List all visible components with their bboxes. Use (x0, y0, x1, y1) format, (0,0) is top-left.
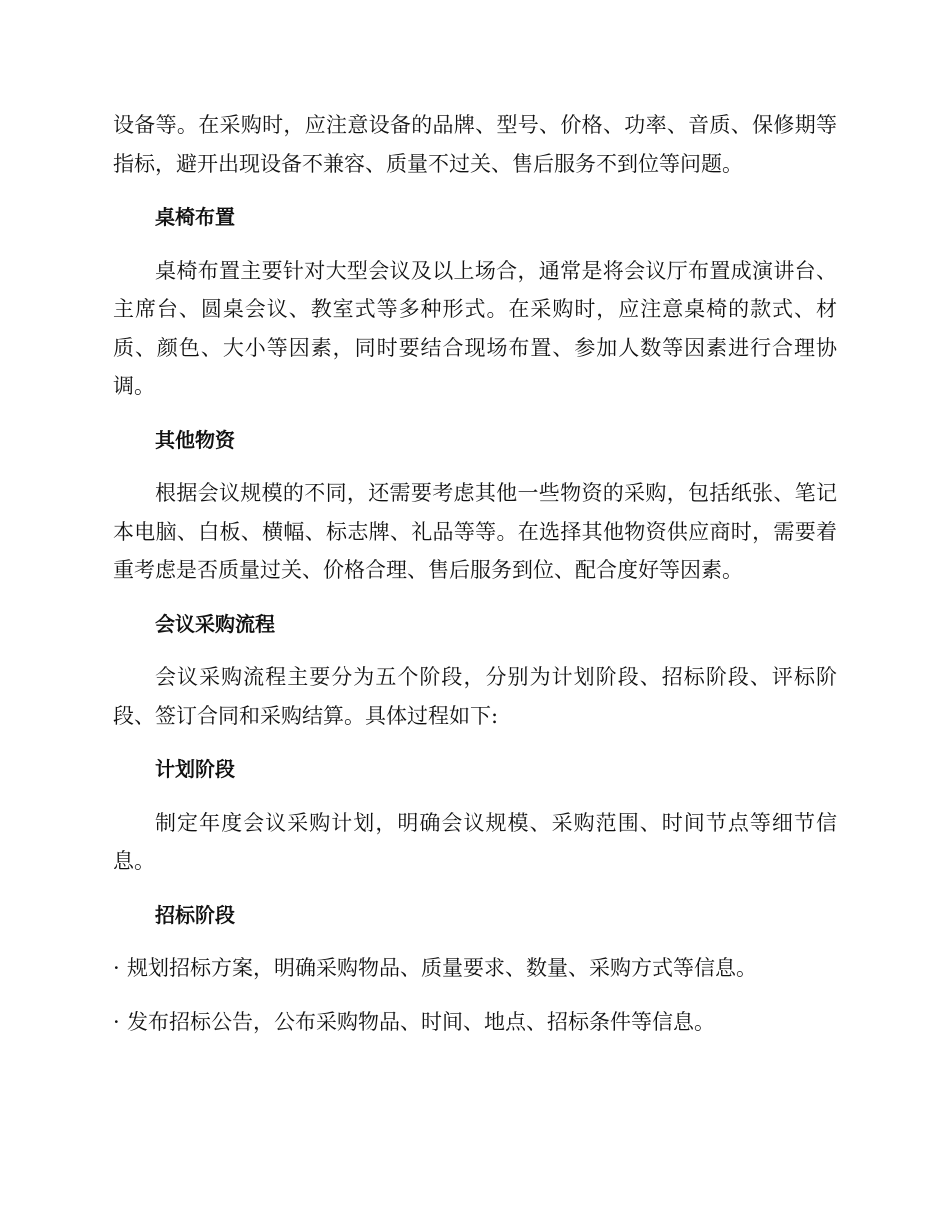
bullet-dot-icon: · (113, 1009, 120, 1034)
heading-planning-stage: 计划阶段 (155, 757, 235, 781)
paragraph-other-supplies: 根据会议规模的不同，还需要考虑其他一些物资的采购，包括纸张、笔记本电脑、白板、横幅、标志牌、礼品等等。在选择其他物资供应商时，需要着重考虑是否质量过关、价格合理、售后服务到位、配合度好等因素。 (113, 481, 837, 582)
heading-table-chair-layout: 桌椅布置 (155, 205, 235, 229)
heading-procurement-process: 会议采购流程 (155, 611, 275, 636)
paragraph-table-chair-layout: 桌椅布置主要针对大型会议及以上场合，通常是将会议厅布置成演讲台、主席台、圆桌会议、教室式等多种形式。在采购时，应注意桌椅的款式、材质、颜色、大小等因素，同时要结合现场布置、参加人数等因素进行合理协调。 (113, 258, 837, 398)
bullet-item-bidding-notice (113, 1003, 837, 1042)
bullet-text: 发布招标公告，公布采购物品、时间、地点、招标条件等信息。 (127, 1009, 715, 1034)
paragraph-procurement-process: 会议采购流程主要分为五个阶段，分别为计划阶段、招标阶段、评标阶段、签订合同和采购结算。具体过程如下: (113, 665, 837, 728)
bullet-dot-icon: · (113, 956, 120, 980)
bullet-text: 规划招标方案，明确采购物品、质量要求、数量、采购方式等信息。 (127, 956, 757, 980)
bullet-item-bidding-plan (113, 949, 837, 988)
paragraph-planning-stage: 制定年度会议采购计划，明确会议规模、采购范围、时间节点等细节信息。 (113, 810, 837, 873)
heading-bidding-stage: 招标阶段 (155, 902, 235, 927)
document-page (113, 106, 837, 1056)
paragraph-equipment-continued: 设备等。在采购时，应注意设备的品牌、型号、价格、功率、音质、保修期等指标，避开出现设备不兼容、质量不过关、售后服务不到位等问题。 (113, 113, 837, 176)
heading-other-supplies: 其他物资 (155, 427, 235, 452)
